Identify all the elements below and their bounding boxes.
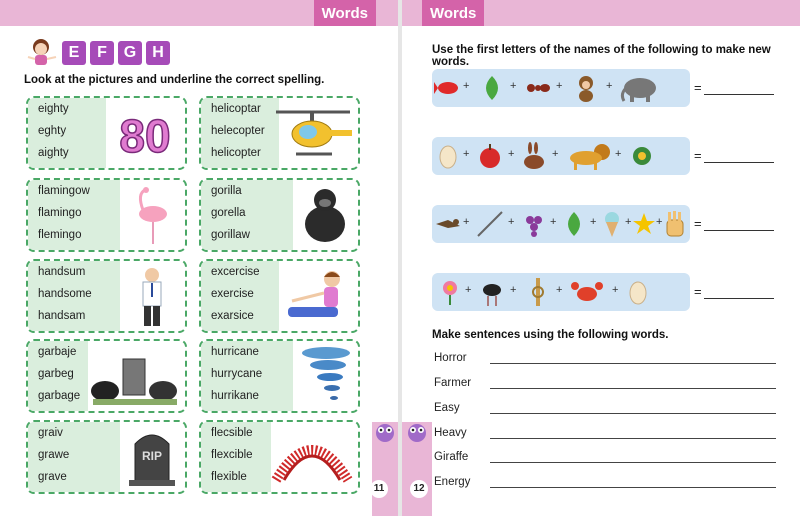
spelling-box-flamingo bbox=[26, 178, 187, 252]
equals-sign: = bbox=[694, 148, 702, 163]
word-option[interactable]: graiv bbox=[38, 427, 63, 439]
word-option[interactable]: hurrikane bbox=[211, 390, 259, 402]
word-option[interactable]: gorilla bbox=[211, 185, 242, 197]
word-list bbox=[201, 261, 279, 331]
girl-icon bbox=[24, 35, 60, 69]
elephant-icon bbox=[620, 74, 660, 102]
word-option[interactable]: hurrycane bbox=[211, 368, 263, 380]
word-option[interactable]: eghty bbox=[38, 125, 67, 137]
grave-picture bbox=[123, 426, 181, 488]
left-page bbox=[0, 0, 398, 516]
sentence-word: Horror bbox=[434, 352, 467, 364]
left-header-tab: Words bbox=[314, 0, 376, 26]
word-list bbox=[28, 422, 120, 492]
egg-icon bbox=[624, 278, 652, 306]
spelling-box-grave bbox=[26, 420, 187, 494]
word-list bbox=[28, 98, 106, 168]
answer-blank-4[interactable] bbox=[704, 298, 774, 299]
word-list bbox=[201, 422, 271, 492]
plus-sign: + bbox=[508, 216, 515, 228]
plus-sign: + bbox=[550, 216, 557, 228]
right-instruction-top: Use the first letters of the names of the following to make new words. bbox=[432, 44, 771, 68]
word-option[interactable]: exarsice bbox=[211, 310, 254, 322]
spelling-box-eighty bbox=[26, 96, 187, 170]
word-list bbox=[28, 341, 88, 411]
word-option[interactable]: aighty bbox=[38, 147, 69, 159]
owl-icon bbox=[405, 420, 429, 442]
icecream-icon bbox=[598, 210, 626, 238]
puzzle-row-1 bbox=[432, 69, 690, 107]
spelling-box-hurricane bbox=[199, 339, 360, 413]
word-option[interactable]: garbeg bbox=[38, 368, 74, 380]
ostrich-icon bbox=[478, 278, 506, 306]
letter-blocks bbox=[62, 41, 170, 65]
yoyo-icon bbox=[628, 142, 656, 170]
rope-icon bbox=[524, 278, 552, 306]
plus-sign: + bbox=[590, 216, 597, 228]
page-number-right: 12 bbox=[410, 480, 428, 498]
word-option[interactable]: handsum bbox=[38, 266, 86, 278]
sentence-line[interactable] bbox=[490, 413, 776, 414]
sentence-line[interactable] bbox=[490, 363, 776, 364]
answer-blank-2[interactable] bbox=[704, 162, 774, 163]
rip-text: RIP bbox=[141, 449, 163, 463]
word-option[interactable]: eighty bbox=[38, 103, 69, 115]
owl-icon bbox=[373, 420, 397, 442]
number-80-picture bbox=[109, 102, 181, 164]
spelling-box-gorilla bbox=[199, 178, 360, 252]
monkey-icon bbox=[572, 74, 600, 102]
plus-sign: + bbox=[556, 80, 563, 92]
spelling-box-handsome bbox=[26, 259, 187, 333]
handsome-man-picture bbox=[123, 265, 181, 327]
sentence-word: Energy bbox=[434, 476, 471, 488]
gorilla-picture bbox=[296, 184, 354, 246]
equals-sign: = bbox=[694, 216, 702, 231]
plus-sign: + bbox=[510, 80, 517, 92]
flower-icon bbox=[436, 278, 464, 306]
letter-block: E bbox=[62, 41, 86, 65]
lion-icon bbox=[566, 142, 610, 170]
hand-icon bbox=[663, 210, 687, 238]
crab-icon bbox=[570, 278, 604, 306]
needle-icon bbox=[476, 210, 504, 238]
word-option[interactable]: flamingo bbox=[38, 207, 82, 219]
plus-sign: + bbox=[612, 284, 619, 296]
word-option[interactable]: flemingo bbox=[38, 229, 82, 241]
word-option[interactable]: grave bbox=[38, 471, 67, 483]
word-option[interactable]: garbage bbox=[38, 390, 81, 402]
hurricane-picture bbox=[296, 345, 354, 407]
right-header-tab: Words bbox=[422, 0, 484, 26]
word-option[interactable]: exercise bbox=[211, 288, 254, 300]
grapes-icon bbox=[520, 210, 548, 238]
plus-sign: + bbox=[615, 148, 622, 160]
exercise-girl-picture bbox=[282, 265, 354, 327]
flamingo-picture bbox=[123, 184, 181, 246]
word-option[interactable]: gorella bbox=[211, 207, 246, 219]
spelling-box-flexible bbox=[199, 420, 360, 494]
plus-sign: + bbox=[463, 148, 470, 160]
plus-sign: + bbox=[625, 216, 632, 228]
plus-sign: + bbox=[556, 284, 563, 296]
word-option[interactable]: helecopter bbox=[211, 125, 265, 137]
apple-icon bbox=[476, 142, 504, 170]
answer-blank-1[interactable] bbox=[704, 94, 774, 95]
sentence-word: Farmer bbox=[434, 377, 472, 389]
sentence-line[interactable] bbox=[490, 388, 776, 389]
slinky-spring-picture bbox=[270, 426, 354, 488]
sentence-line[interactable] bbox=[490, 487, 776, 488]
plus-sign: + bbox=[463, 80, 470, 92]
sentence-word: Easy bbox=[434, 402, 460, 414]
ant-icon bbox=[524, 74, 552, 102]
word-list bbox=[201, 341, 293, 411]
puzzle-row-3 bbox=[432, 205, 690, 243]
sentence-line[interactable] bbox=[490, 438, 776, 439]
plus-sign: + bbox=[510, 284, 517, 296]
word-list bbox=[201, 98, 279, 168]
word-option[interactable]: garbaje bbox=[38, 346, 77, 358]
word-list bbox=[28, 180, 120, 250]
left-instruction: Look at the pictures and underline the correct spelling. bbox=[24, 74, 325, 86]
digits-80: 80 bbox=[119, 110, 171, 162]
word-list bbox=[28, 261, 120, 331]
answer-blank-3[interactable] bbox=[704, 230, 774, 231]
plus-sign: + bbox=[606, 80, 613, 92]
page-number-left: 11 bbox=[370, 480, 388, 498]
word-option[interactable]: gorillaw bbox=[211, 229, 250, 241]
fish-icon bbox=[434, 74, 462, 102]
letter-block: H bbox=[146, 41, 170, 65]
word-option[interactable]: hurricane bbox=[211, 346, 259, 358]
word-option[interactable]: helicoptar bbox=[211, 103, 261, 115]
word-list bbox=[201, 180, 293, 250]
equals-sign: = bbox=[694, 284, 702, 299]
spelling-box-exercise bbox=[199, 259, 360, 333]
word-option[interactable]: flecsible bbox=[211, 427, 253, 439]
word-option[interactable]: handsam bbox=[38, 310, 86, 322]
word-option[interactable]: grawe bbox=[38, 449, 70, 461]
letter-block: F bbox=[90, 41, 114, 65]
sentence-word: Giraffe bbox=[434, 451, 469, 463]
word-option[interactable]: handsome bbox=[38, 288, 92, 300]
plus-sign: + bbox=[508, 148, 515, 160]
spelling-box-helicopter bbox=[199, 96, 360, 170]
star-icon bbox=[632, 210, 656, 238]
leaf-icon bbox=[560, 210, 588, 238]
plus-sign: + bbox=[463, 216, 470, 228]
helicopter-picture bbox=[270, 102, 356, 164]
word-option[interactable]: flexible bbox=[211, 471, 247, 483]
word-option[interactable]: excercise bbox=[211, 266, 260, 278]
egg-icon bbox=[434, 142, 462, 170]
word-option[interactable]: flexcible bbox=[211, 449, 253, 461]
rabbit-icon bbox=[520, 142, 548, 170]
puzzle-row-2 bbox=[432, 137, 690, 175]
plus-sign: + bbox=[465, 284, 472, 296]
spelling-box-garbage bbox=[26, 339, 187, 413]
word-option[interactable]: helicopter bbox=[211, 147, 261, 159]
puzzle-row-4 bbox=[432, 273, 690, 311]
right-page bbox=[402, 0, 800, 516]
letter-block: G bbox=[118, 41, 142, 65]
leaf-icon bbox=[478, 74, 506, 102]
equals-sign: = bbox=[694, 80, 702, 95]
word-option[interactable]: flamingow bbox=[38, 185, 90, 197]
sentence-word: Heavy bbox=[434, 427, 467, 439]
right-instruction-bottom: Make sentences using the following words. bbox=[432, 329, 669, 341]
plus-sign: + bbox=[656, 216, 663, 228]
plus-sign: + bbox=[552, 148, 559, 160]
sentence-line[interactable] bbox=[490, 462, 776, 463]
garbage-picture bbox=[89, 345, 181, 407]
hawk-icon bbox=[434, 210, 462, 238]
